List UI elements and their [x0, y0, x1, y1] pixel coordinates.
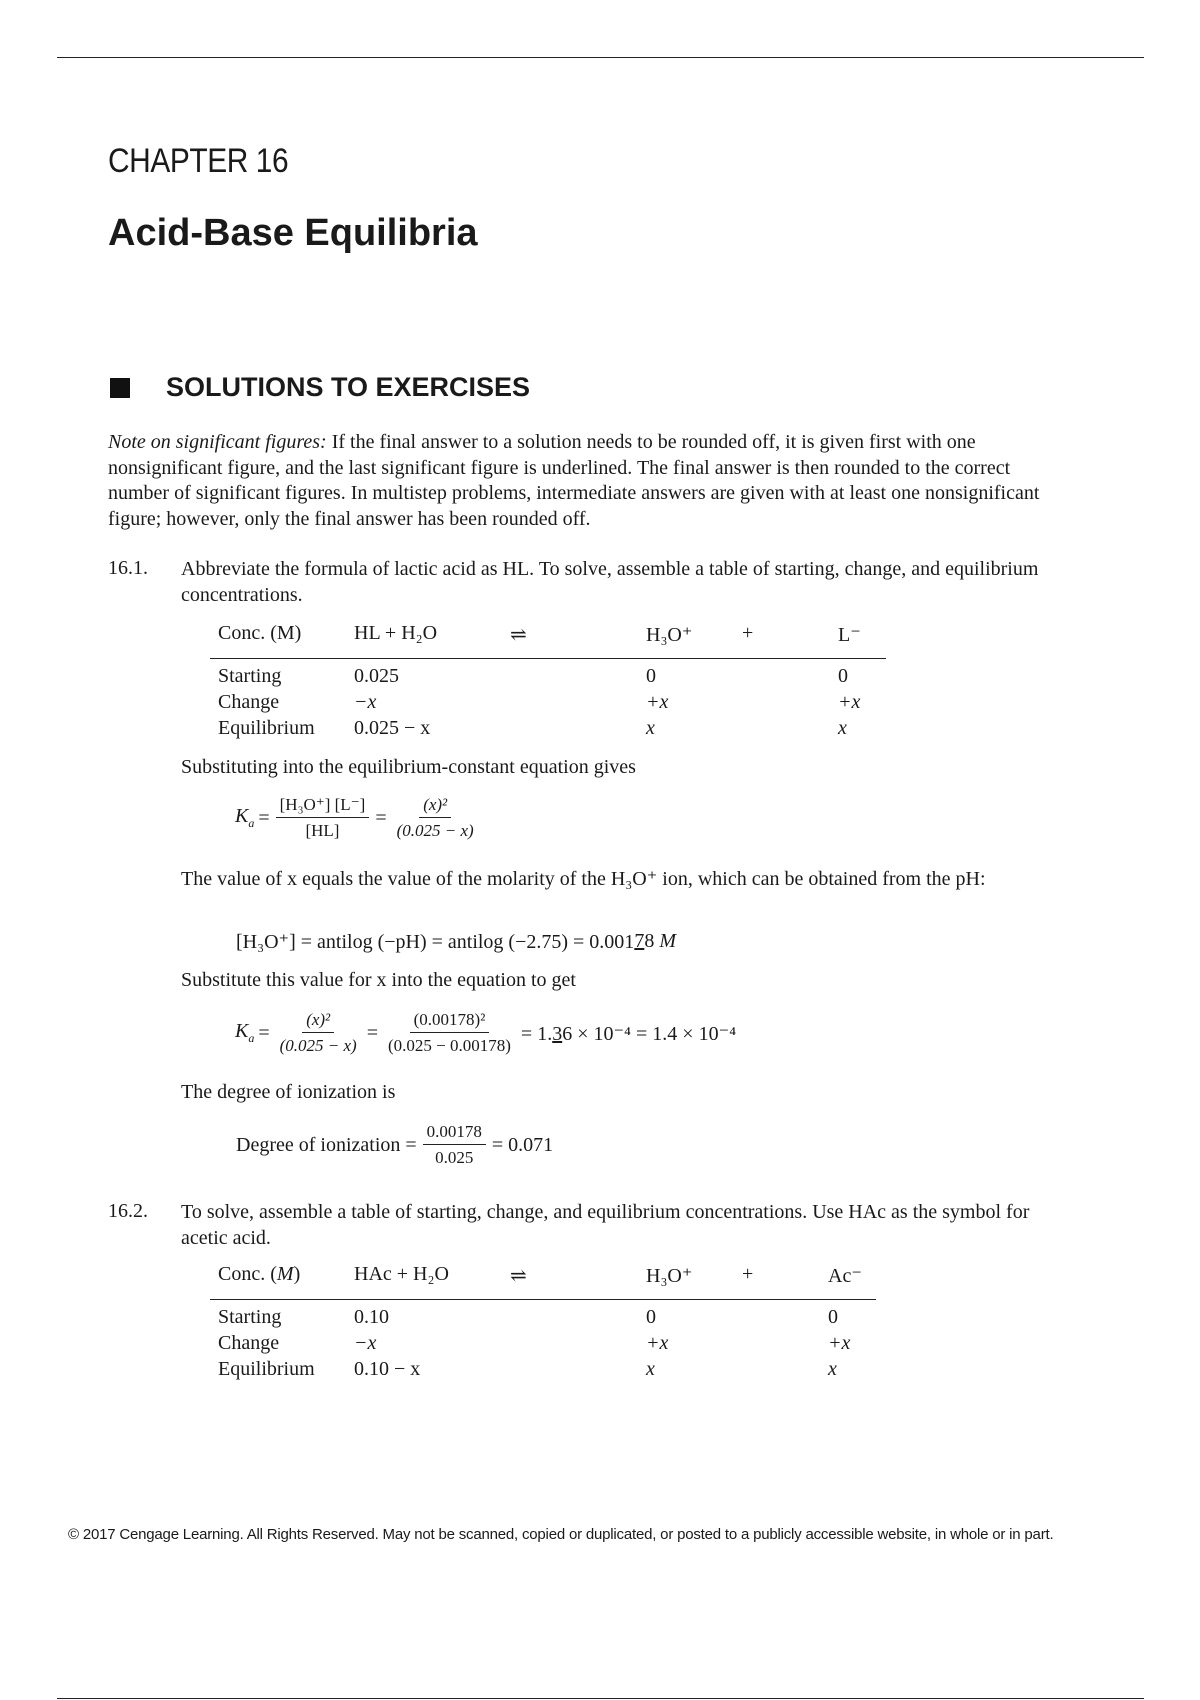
exercise-number-16-1: 16.1. — [108, 557, 148, 579]
header-cell: L⁻ — [830, 620, 886, 659]
table-cell: −x — [354, 1331, 377, 1354]
equilibrium-arrow-icon: ⇌ — [502, 620, 638, 659]
table-cell — [502, 715, 638, 741]
header-cell: + — [734, 1261, 820, 1300]
row-label: Starting — [218, 1305, 282, 1328]
table-cell: x — [828, 1357, 837, 1380]
header-cell: H₃O⁺ — [638, 1261, 734, 1300]
header-cell: Conc. (M) — [210, 1261, 346, 1300]
table-cell: 0.10 − x — [354, 1357, 421, 1380]
table-cell — [734, 659, 830, 690]
table-cell — [734, 689, 830, 715]
table-cell: 0 — [838, 664, 848, 687]
table-row — [210, 1356, 876, 1382]
substitute-text: Substitute this value for x into the equation to get — [181, 969, 576, 991]
exercise-number-16-2: 16.2. — [108, 1200, 148, 1222]
degree-text: The degree of ionization is — [181, 1081, 396, 1103]
fraction: $\frac{\text{(x)²}}{(0.025 - x)}$ — [279, 1010, 357, 1055]
table-row — [210, 1300, 876, 1331]
table-cell: 0 — [646, 1305, 656, 1328]
row-label: Equilibrium — [218, 1357, 315, 1380]
top-rule — [57, 57, 1144, 58]
table-cell: 0.10 — [354, 1305, 389, 1328]
ka-equation-2: $K_a$ = $\frac{\text{(x)²}}{(0.025 - x)}$ = $\frac{\text{(0.00178)²}}{(0.025 - 0.00178)}$ = 1.36 × 10⁻⁴ = 1.4 × 10⁻⁴ — [235, 1010, 737, 1055]
ice-table-header — [210, 1261, 876, 1300]
table-cell: x — [646, 716, 655, 739]
table-row — [210, 689, 886, 715]
table-cell — [734, 715, 830, 741]
table-cell: +x — [828, 1331, 851, 1354]
table-cell: +x — [646, 1331, 669, 1354]
header-cell: Ac⁻ — [820, 1261, 876, 1300]
table-cell — [502, 689, 638, 715]
table-cell — [734, 1300, 820, 1331]
ice-table-16-2 — [210, 1261, 876, 1382]
table-row — [210, 715, 886, 741]
fraction: $\frac{0.00178}{0.025}$ — [423, 1122, 486, 1168]
table-cell: 0 — [828, 1305, 838, 1328]
bottom-rule — [57, 1698, 1144, 1699]
table-cell: +x — [646, 690, 669, 713]
table-cell: x — [646, 1357, 655, 1380]
row-label: Starting — [218, 664, 282, 687]
square-bullet-icon — [110, 378, 130, 398]
exercise-16-1-intro: Abbreviate the formula of lactic acid as HL. To solve, assemble a table of starting, change, and equilibrium concentrations. — [181, 558, 1039, 606]
table-cell — [734, 1330, 820, 1356]
chapter-number: CHAPTER 16 — [108, 142, 289, 180]
row-label: Change — [218, 690, 280, 713]
header-cell: Conc. (M) — [210, 620, 346, 659]
fraction: $\frac{\text{(x)²}}{(0.025 - x)}$ — [396, 795, 474, 840]
h3o-equation: [H₃O⁺] = antilog (−pH) = antilog (−2.75) = 0.001 7 8 M — [236, 930, 676, 953]
row-label: Equilibrium — [218, 716, 315, 739]
degree-equation: Degree of ionization = $\frac{0.00178}{0.025}$ = 0.071 — [236, 1122, 554, 1167]
table-row — [210, 1330, 876, 1356]
ice-table-16-1 — [210, 620, 886, 741]
table-cell: 0 — [646, 664, 656, 687]
table-cell: x — [838, 716, 847, 739]
table-cell — [502, 659, 638, 690]
table-cell — [502, 1356, 638, 1382]
header-cell: H₃O⁺ — [638, 620, 734, 659]
note-lead: Note on significant figures: — [108, 431, 327, 453]
fraction: $\frac{\text{(0.00178)²}}{(0.025 - 0.00178)}$ — [388, 1010, 511, 1055]
significant-figures-note — [108, 430, 1068, 532]
header-cell: HL + H₂O — [346, 620, 502, 659]
table-cell — [502, 1300, 638, 1331]
value-of-x-text: The value of x equals the value of the molarity of the H₃O⁺ ion, which can be obtained from the pH: — [181, 868, 986, 890]
note-text: If the final answer to a solution needs to be rounded off, it is given first with one nonsignificant figure, and the last significant figure is underlined. The final answer is then rounded to the correct number of significant figures. In multistep problems, intermediate answers are given with at least one nonsignificant figure; however, only the final answer has been rounded off. — [108, 431, 1040, 530]
table-cell — [734, 1356, 820, 1382]
ka-equation-1: $K_a$ = $\frac{\text{[H₃O⁺] [L⁻]}}{[HL]}$ = $\frac{\text{(x)²}}{(0.025 - x)}$ — [235, 795, 484, 841]
exercise-16-2-intro: To solve, assemble a table of starting, change, and equilibrium concentrations. Use HAc as the symbol for acetic acid. — [181, 1201, 1030, 1249]
equilibrium-arrow-icon: ⇌ — [502, 1261, 638, 1300]
table-cell: −x — [354, 690, 377, 713]
substituting-text: Substituting into the equilibrium-constant equation gives — [181, 756, 636, 778]
table-cell: 0.025 − x — [354, 716, 431, 739]
chapter-title: Acid-Base Equilibria — [108, 212, 478, 254]
row-label: Change — [218, 1331, 280, 1354]
header-cell: + — [734, 620, 830, 659]
section-heading — [110, 372, 530, 403]
ka-result: = 1.36 × 10⁻⁴ = 1.4 × 10⁻⁴ — [520, 1022, 737, 1045]
section-title: SOLUTIONS TO EXERCISES — [166, 372, 531, 402]
table-row — [210, 659, 886, 690]
table-cell: 0.025 — [354, 664, 399, 687]
copyright-footer: © 2017 Cengage Learning. All Rights Reserved. May not be scanned, copied or duplicated, or posted to a publicly accessible website, in whole or in part. — [68, 1526, 1054, 1543]
header-cell: HAc + H₂O — [346, 1261, 502, 1300]
table-cell — [502, 1330, 638, 1356]
fraction: $\frac{\text{[H₃O⁺] [L⁻]}}{[HL]}$ — [276, 795, 370, 841]
ice-table-header — [210, 620, 886, 659]
table-cell: +x — [838, 690, 861, 713]
ka-symbol: $K_a$ — [235, 805, 255, 830]
